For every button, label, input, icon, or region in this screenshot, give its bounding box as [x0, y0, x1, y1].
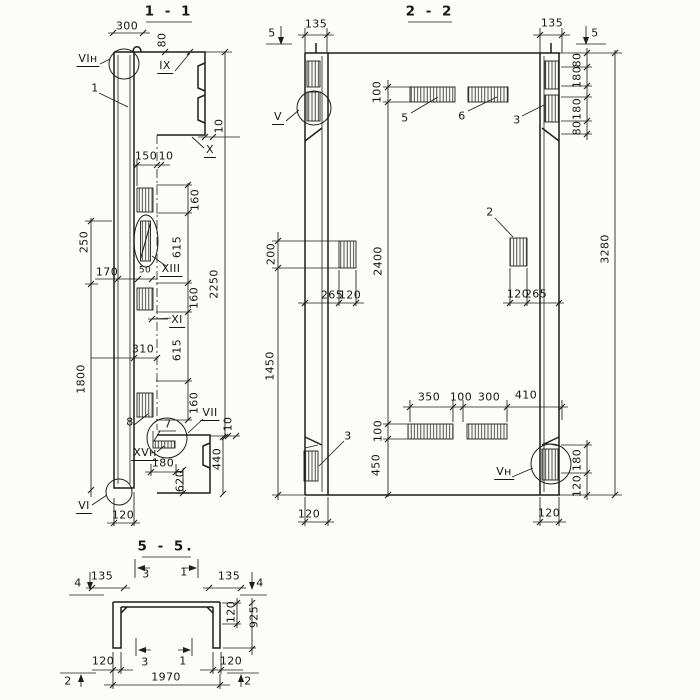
- part-label-5: 5: [401, 111, 409, 125]
- dim-1800: 1800: [74, 364, 88, 394]
- dim-120-leg-right: 120: [219, 654, 243, 668]
- dim-615-b: 615: [170, 338, 184, 362]
- part-label-1: 1: [91, 81, 99, 95]
- dim-10-top-right: 10: [212, 118, 226, 134]
- cut-mark-5-left: 5: [268, 26, 276, 40]
- dim-100-bottom-v: 100: [371, 419, 385, 443]
- part-label-3-top: 3: [513, 113, 521, 127]
- dim-120-s11-bottom: 120: [111, 508, 135, 522]
- mark-x: X: [206, 143, 214, 156]
- mark-xi: XI: [171, 313, 183, 326]
- dim-120-col-left: 120: [297, 507, 321, 521]
- mark-vi-n-top: VIн: [78, 52, 98, 65]
- mark-xv-n: XVн: [133, 446, 157, 459]
- dim-310: 310: [131, 342, 155, 356]
- cut-mark-1-top: 1: [180, 565, 188, 579]
- dim-450: 450: [369, 453, 383, 477]
- dim-135-right: 135: [540, 16, 564, 30]
- dim-80-chain-b: 80: [570, 120, 584, 136]
- cut-mark-3-bottom: 3: [141, 655, 149, 669]
- section-1-1-inner-lines: [118, 55, 157, 484]
- cut-mark-4-left: 4: [74, 576, 82, 590]
- mark-v-n: Vн: [496, 465, 512, 478]
- dim-925: 925: [247, 605, 261, 629]
- dim-180-chain-c: 180: [570, 448, 584, 472]
- dim-200: 200: [264, 242, 278, 266]
- part-label-3-bottom: 3: [344, 429, 352, 443]
- dim-2400: 2400: [371, 246, 385, 276]
- cut-mark-2-left: 2: [64, 674, 72, 688]
- dim-250: 250: [77, 230, 91, 254]
- dim-265-right: 265: [524, 287, 548, 301]
- dim-160-a: 160: [188, 188, 202, 212]
- dim-50: 50: [138, 265, 152, 276]
- part-label-7: 7: [164, 417, 172, 431]
- cut-mark-3-top: 3: [142, 567, 150, 581]
- dim-410: 410: [514, 388, 538, 402]
- section-2-2-title: 2 - 2: [405, 3, 455, 20]
- dim-3280: 3280: [598, 234, 612, 264]
- dim-300-bottom: 300: [477, 390, 501, 404]
- dim-440: 440: [210, 447, 224, 471]
- dim-300-top: 300: [115, 19, 139, 33]
- dim-160-b: 160: [187, 286, 201, 310]
- dim-160-c: 160: [187, 391, 201, 415]
- dim-120-chain: 120: [570, 474, 584, 498]
- dim-120-leg-left: 120: [91, 654, 115, 668]
- cut-mark-4-right: 4: [256, 576, 264, 590]
- dim-120-flange: 120: [224, 600, 238, 624]
- dim-265-left: 265: [320, 288, 344, 302]
- dim-120-left: 120: [338, 288, 362, 302]
- dim-120-col-right: 120: [537, 506, 561, 520]
- mark-ix: IX: [159, 59, 171, 72]
- section-2-2-embedded-plates: [304, 61, 559, 481]
- dim-350: 350: [417, 390, 441, 404]
- dim-135-left: 135: [304, 17, 328, 31]
- dim-135-s55-right: 135: [217, 569, 241, 583]
- part-label-8: 8: [126, 415, 134, 429]
- cut-mark-1-bottom: 1: [179, 654, 187, 668]
- section-2-2-cut-arrows: [278, 37, 589, 45]
- dim-1970: 1970: [151, 670, 181, 684]
- dim-1450: 1450: [263, 351, 277, 381]
- mark-vi-bottom: VI: [78, 499, 90, 512]
- mark-vii: VII: [202, 406, 218, 419]
- dim-100-bottom-h: 100: [449, 390, 473, 404]
- part-label-2: 2: [486, 205, 494, 219]
- section-2-2-leaders: [286, 97, 544, 477]
- dim-10-bottom: 10: [221, 416, 235, 432]
- dim-10-mid: 10: [158, 149, 174, 163]
- dim-2250: 2250: [207, 269, 221, 299]
- dim-80-top: 80: [155, 32, 169, 48]
- section-5-5-title: 5 - 5.: [137, 538, 195, 555]
- cut-mark-2-right: 2: [244, 674, 252, 688]
- dim-180-chain-a: 180: [570, 65, 584, 89]
- dim-170: 170: [95, 265, 119, 279]
- dim-615-a: 615: [170, 235, 184, 259]
- mark-xiii: XIII: [161, 262, 181, 275]
- dim-80-chain-a: 80: [570, 52, 584, 68]
- dim-120-right: 120: [506, 287, 530, 301]
- dim-620: 620: [173, 469, 187, 493]
- dim-180-bottom: 180: [151, 456, 175, 470]
- part-label-6: 6: [458, 109, 466, 123]
- dim-100-top: 100: [370, 80, 384, 104]
- cut-mark-5-right: 5: [591, 26, 599, 40]
- mark-v: V: [274, 110, 282, 123]
- section-1-1-title: 1 - 1: [144, 3, 194, 20]
- section-5-5-profile: [113, 602, 220, 648]
- dim-135-s55-left: 135: [90, 569, 114, 583]
- dim-180-chain-b: 180: [570, 97, 584, 121]
- dim-150: 150: [134, 149, 158, 163]
